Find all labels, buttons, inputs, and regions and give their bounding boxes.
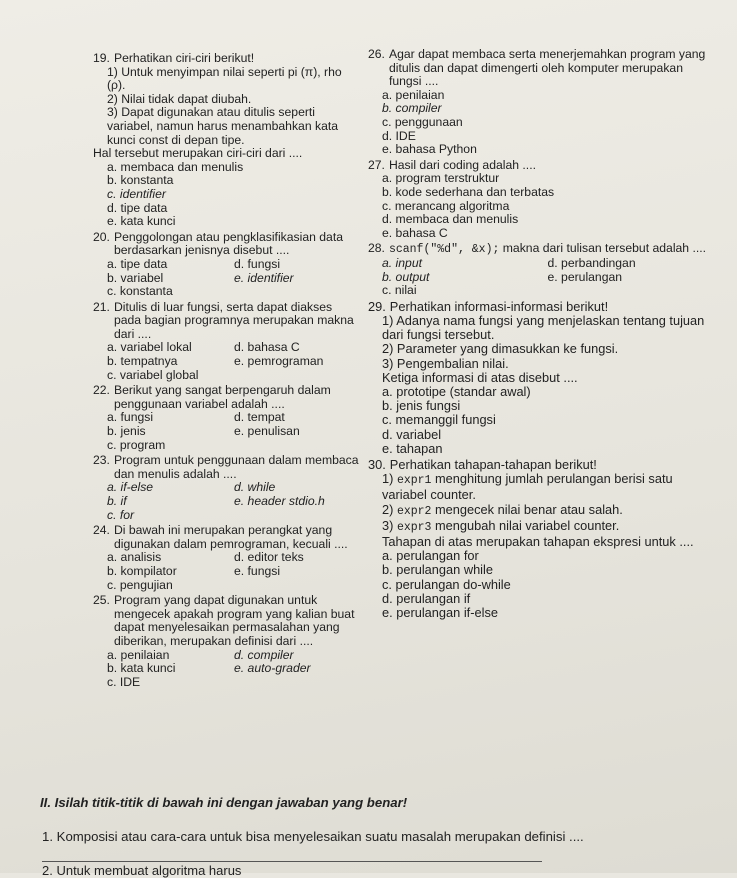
right-column — [368, 48, 713, 622]
question-number: 21. — [93, 299, 110, 314]
option-b[interactable]: b. kode sederhana dan terbatas — [382, 184, 555, 199]
question-number: 28. — [368, 241, 385, 256]
question-26 — [368, 48, 713, 157]
essay-question-2: 2. Untuk membuat algoritma harus — [42, 861, 542, 878]
option-a[interactable]: a. program terstruktur — [382, 171, 500, 186]
option-a[interactable]: a. tipe data — [107, 256, 168, 271]
option-b[interactable]: b. jenis fungsi — [382, 398, 461, 414]
option-b[interactable]: b. kompilator — [107, 563, 177, 578]
question-number: 27. — [368, 157, 385, 172]
question-stem: Perhatikan informasi-informasi berikut! — [389, 298, 609, 314]
option-c[interactable]: c. nilai — [382, 283, 417, 298]
question-stem: Di bawah ini merupakan perangkat yang digunakan dalam pemrograman, kecuali .... — [113, 523, 348, 551]
list-item-text: menghitung jumlah perulangan berisi satu variabel counter. — [382, 471, 673, 503]
question-number: 26. — [368, 47, 385, 61]
option-e[interactable]: e. penulisan — [234, 424, 300, 439]
option-e[interactable]: e. tahapan — [382, 440, 443, 456]
option-e[interactable]: e. bahasa Python — [382, 142, 477, 157]
option-e[interactable]: e. perulangan if-else — [382, 604, 498, 620]
option-d[interactable]: d. bahasa C — [234, 340, 300, 355]
code-snippet: expr3 — [396, 520, 432, 534]
option-d[interactable]: d. IDE — [382, 128, 416, 143]
option-c[interactable]: c. variabel global — [107, 367, 199, 382]
list-item: 3) Pengembalian nilai. — [382, 355, 509, 371]
option-e[interactable]: e. identifier — [234, 270, 294, 285]
option-d[interactable]: d. tipe data — [107, 200, 168, 215]
list-item: 3) expr3 mengubah nilai variabel counter. — [382, 517, 620, 534]
question-stem: Program yang dapat digunakan untuk mengecek apakah program yang kalian buat dapat menyelesaikan permasalahan yang diberikan, merupakan definisi dari .... — [113, 593, 355, 648]
question-29 — [368, 300, 713, 456]
code-snippet: scanf("%d", &x); — [388, 243, 500, 257]
option-a[interactable]: a. membaca dan menulis — [107, 159, 244, 174]
option-a[interactable]: a. if-else — [107, 480, 154, 495]
option-a[interactable]: a. penilaian — [382, 87, 445, 102]
question-stem: Perhatikan ciri-ciri berikut! — [113, 51, 255, 65]
option-c[interactable]: c. program — [107, 437, 166, 452]
question-20 — [93, 231, 361, 299]
code-snippet: expr2 — [396, 504, 432, 518]
question-number: 30. — [368, 456, 386, 472]
list-item: 3) Dapat digunakan atau ditulis seperti variabel, namun harus menambahkan kata kunci const di depan tipe. — [107, 105, 339, 147]
list-item: 2) Nilai tidak dapat diubah. — [107, 91, 252, 106]
question-24 — [93, 524, 361, 592]
option-a[interactable]: a. penilaian — [107, 647, 170, 662]
list-item: 2) expr2 mengecek nilai benar atau salah. — [382, 501, 623, 518]
option-d[interactable]: d. editor teks — [234, 550, 304, 565]
option-b[interactable]: b. output — [382, 269, 430, 284]
question-number: 24. — [93, 523, 110, 538]
question-23 — [93, 454, 361, 522]
option-d[interactable]: d. perulangan if — [382, 590, 471, 606]
option-d[interactable]: d. while — [234, 480, 276, 495]
option-c[interactable]: c. konstanta — [107, 284, 173, 299]
option-c[interactable]: c. identifier — [107, 186, 166, 201]
option-c[interactable]: c. pengujian — [107, 577, 173, 592]
option-b[interactable]: b. perulangan while — [382, 562, 493, 578]
option-c[interactable]: c. IDE — [107, 674, 141, 689]
question-21 — [93, 301, 361, 383]
option-c[interactable]: c. memanggil fungsi — [382, 412, 496, 428]
question-25 — [93, 594, 361, 689]
option-e[interactable]: e. header stdio.h — [234, 494, 325, 508]
question-number: 22. — [93, 383, 110, 398]
list-item-text: mengecek nilai benar atau salah. — [435, 501, 623, 517]
list-item: 2) Parameter yang dimasukkan ke fungsi. — [382, 341, 619, 357]
option-d[interactable]: d. tempat — [234, 410, 285, 425]
left-column — [93, 52, 361, 691]
question-30 — [368, 458, 713, 620]
option-b[interactable]: b. jenis — [107, 424, 146, 439]
option-c[interactable]: c. merancang algoritma — [382, 198, 510, 213]
list-item: 1) Adanya nama fungsi yang menjelaskan tentang tujuan dari fungsi tersebut. — [382, 312, 705, 343]
question-stem: makna dari tulisan tersebut adalah .... — [502, 241, 707, 256]
list-item: 1) Untuk menyimpan nilai seperti pi (π), rho (ρ). — [107, 64, 342, 93]
question-stem: Penggolongan atau pengklasifikasian data berdasarkan jenisnya disebut .... — [113, 229, 343, 258]
option-b[interactable]: b. if — [107, 494, 127, 508]
option-e[interactable]: e. bahasa C — [382, 225, 448, 240]
essay-question-1: 1. Komposisi atau cara-cara untuk bisa menyelesaikan suatu masalah merupakan definisi .... — [42, 829, 584, 844]
question-stem: Program untuk penggunaan dalam membaca dan menulis adalah .... — [113, 453, 359, 481]
option-a[interactable]: a. input — [382, 255, 422, 270]
option-a[interactable]: a. variabel lokal — [107, 340, 192, 355]
question-number: 20. — [93, 229, 110, 244]
option-c[interactable]: c. perulangan do-while — [382, 576, 511, 592]
option-c[interactable]: c. penggunaan — [382, 114, 463, 129]
list-item: 1) expr1 menghitung jumlah perulangan berisi satu variabel counter. — [382, 471, 673, 503]
question-stem: Perhatikan tahapan-tahapan berikut! — [389, 456, 597, 472]
option-b[interactable]: b. variabel — [107, 270, 164, 285]
option-e[interactable]: e. auto-grader — [234, 661, 311, 676]
question-22 — [93, 384, 361, 452]
question-number: 25. — [93, 593, 110, 608]
option-e[interactable]: e. fungsi — [234, 563, 281, 578]
option-e[interactable]: e. perulangan — [547, 269, 623, 284]
option-d[interactable]: d. compiler — [234, 647, 294, 662]
question-number: 23. — [93, 453, 110, 468]
list-item-text: mengubah nilai variabel counter. — [435, 517, 620, 533]
option-a[interactable]: a. analisis — [107, 550, 162, 565]
option-a[interactable]: a. fungsi — [107, 410, 154, 425]
question-stem: Ditulis di luar fungsi, serta dapat diakses pada bagian programnya merupakan makna dari .... — [113, 299, 354, 341]
question-text: Tahapan di atas merupakan tahapan ekspresi untuk .... — [382, 533, 694, 549]
question-stem: Agar dapat membaca serta menerjemahkan program yang ditulis dan dapat dimengerti oleh komputer merupakan fungsi .... — [388, 47, 706, 89]
option-a[interactable]: a. perulangan for — [382, 548, 479, 564]
question-number: 29. — [368, 298, 386, 314]
question-number: 19. — [93, 51, 110, 65]
option-d[interactable]: d. membaca dan menulis — [382, 212, 519, 227]
question-28 — [368, 242, 713, 297]
question-19 — [93, 52, 361, 229]
option-b[interactable]: b. tempatnya — [107, 354, 178, 369]
option-c[interactable]: c. for — [107, 507, 135, 522]
question-text: Hal tersebut merupakan ciri-ciri dari .... — [93, 146, 303, 161]
option-d[interactable]: d. fungsi — [234, 256, 281, 271]
option-e[interactable]: e. kata kunci — [107, 214, 176, 229]
section-heading: II. Isilah titik-titik di bawah ini dengan jawaban yang benar! — [40, 795, 408, 810]
option-b[interactable]: b. konstanta — [107, 173, 174, 188]
option-b[interactable]: b. kata kunci — [107, 661, 176, 676]
question-text: Ketiga informasi di atas disebut .... — [382, 369, 578, 385]
option-d[interactable]: d. perbandingan — [547, 255, 636, 270]
option-d[interactable]: d. variabel — [382, 426, 442, 442]
code-snippet: expr1 — [396, 474, 432, 488]
option-e[interactable]: e. pemrograman — [234, 354, 324, 369]
question-stem: Berikut yang sangat berpengaruh dalam penggunaan variabel adalah .... — [113, 383, 331, 411]
question-stem: Hasil dari coding adalah .... — [388, 157, 536, 172]
option-a[interactable]: a. prototipe (standar awal) — [382, 383, 531, 399]
question-27 — [368, 159, 713, 241]
option-b[interactable]: b. compiler — [382, 101, 442, 116]
